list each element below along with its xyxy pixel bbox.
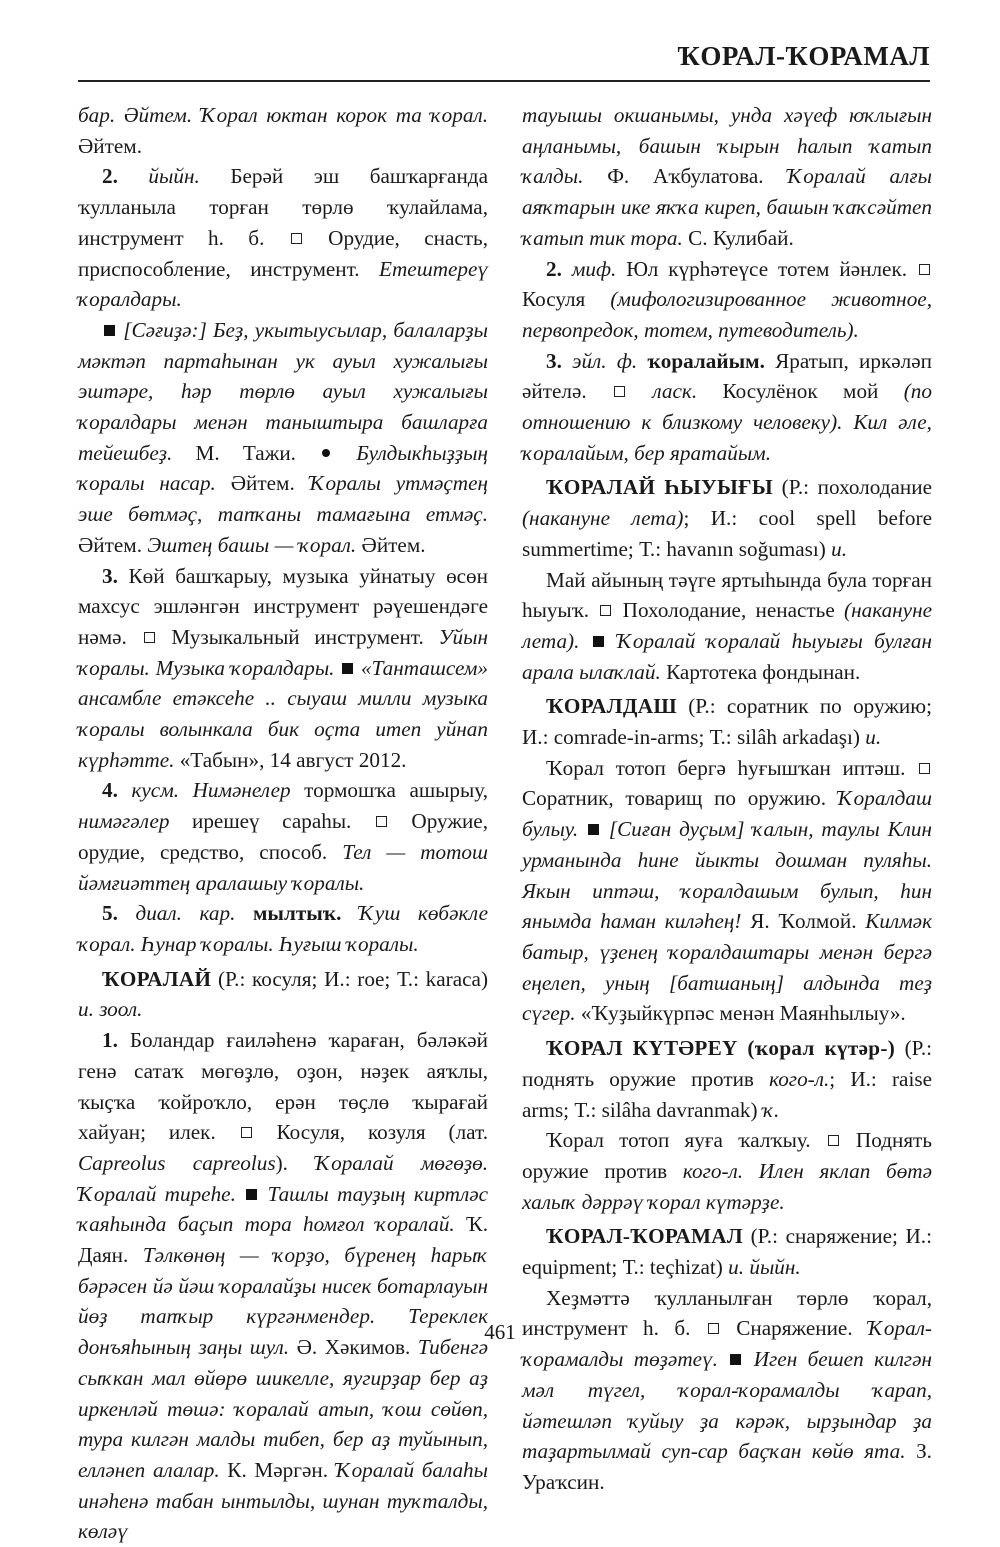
entry-headword-koralay: ҠОРАЛАЙ (Р.: косуля; И.: roe; Т.: karaca) и. зоол. (78, 966, 488, 1022)
koralay-sense-3: 3. эйл. ф. ҡоралайым. Яратып, иркәләп әйтелә. ласк. Косулёнок мой (по отношению к близкому человеку). Кил әле, ҡоралайым, бер яратайым. (522, 348, 932, 465)
sense-5: 5. диал. кар. мылтыҡ. Ҡуш көбәкле ҡорал. Һунар ҡоралы. Һуғыш ҡоралы. (78, 901, 488, 956)
translation-marker-icon (241, 1127, 252, 1138)
sense-4: 4. кусм. Нимәнелер тормошҡа ашырыу, нимәгәлер ирешеү сараһы. Оружие, орудие, средство, способ. Тел — тотош йәмғиәттең аралашыу ҡоралы. (78, 778, 489, 895)
right-column (522, 100, 932, 1498)
citation-marker-icon (342, 663, 353, 674)
translation-marker-icon (828, 1135, 839, 1146)
entry-headword-koralay-hyuygy: ҠОРАЛАЙ ҺЫУЫҒЫ (Р.: похолодание (накануне лета); И.: cool spell before summertime; Т.: havanın soğuması) и. (522, 475, 932, 561)
translation-marker-icon (376, 816, 387, 827)
entry-headword-koral-kutareu: ҠОРАЛ КҮТӘРЕҮ (ҡорал күтәр-) (Р.: поднять оружие против кого-л.; И.: raise arms; Т.: silâha davranmak) ҡ. (522, 1036, 933, 1122)
koralay-sense-2: 2. миф. Юл күрһәтеүсе тотем йәнлек. Косуля (мифологизированное животное, первопредок, тотем, путеводитель). (522, 256, 932, 342)
koralay-hyuygy-sense: Май айының тәүге яртыһында була торған һыуыҡ. Похолодание, ненастье (накануне лета). Ҡоралай ҡоралай һыуығы булған арала ылаҡлай. Картотека фондынан. (522, 567, 932, 684)
koral-kutareu-sense: Ҡорал тотоп яуға ҡалҡыу. Поднять оружие против кого-л. Илен яклап бөтә халыҡ дәррәү ҡорал күтәрҙе. (522, 1128, 932, 1214)
translation-marker-icon (614, 386, 625, 397)
koralay-sense-1: 1. Боландар ғаиләһенә ҡараған, бәләкәй генә сатаҡ мөгөҙлө, оҙон, нәҙек аяҡлы, ҡыҫҡа ҡойроҡло, ерән төҫлө ҡырағай хайуан; илек. Косуля, козуля (лат. Capreolus capreolus). Ҡоралай мөгөҙө. Ҡоралай тиреһе. Ташлы тауҙың киртләс ҡаяһында баҫып тора һомғол ҡоралай. Ҡ. Даян. Тәлкөнөң — ҡорҙо, бүренең һарыҡ бәрәсен йә йәш ҡоралайҙы нисек ботарлауын йөҙ тапҡыр күргәнмендер. Тереклек донъяһының заңы шул. Ә. Хәкимов. Тибенгә сыҡкан мал өйөрө шикелле, яугирҙар бер аҙ иркенләй төшә: ҡоралай атып, ҡош сөйөп, тура килгән малды тибеп, бер аҙ туйынып, елләнеп алалар. К. Мәргән. Ҡоралай балаһы инәһенә табан ынтылды, шунан туҡталды, көләү (78, 1028, 489, 1544)
sense-2: 2. йыйн. Берәй эш башҡарғанда ҡулланыла торған төрлө ҡулайлама, инструмент һ. б. Орудие, снасть, приспособление, инструмент. Етештереү ҡоралдары. (78, 164, 488, 312)
citation-marker-icon (730, 1354, 741, 1365)
citation-marker-icon (588, 824, 599, 835)
translation-marker-icon (919, 763, 930, 774)
running-header (78, 30, 930, 82)
page-number: 461 (484, 1320, 516, 1344)
citation-marker-icon (104, 325, 115, 336)
translation-marker-icon (919, 264, 930, 275)
translation-marker-icon (291, 233, 302, 244)
sense-3: 3. Көй башҡарыу, музыка уйнатыу өсөн махсус эшләнгән инструмент рәүешендәге нәмә. Музыкальный инструмент. Уйын ҡоралы. Музыка ҡоралдары. «Танташсем» ансамбле етәксеһе .. сыуаш милли музыка ҡоралы волынкала бик оҫта итеп уйнап күрһәтте. «Табын», 14 август 2012. (78, 563, 488, 772)
entry-continuation: бар. Әйтем. Ҡорал юктан корок та ҡорал. Әйтем. (78, 103, 488, 158)
koraldash-sense: Ҡорал тотоп бергә һуғышҡан иптәш. Соратник, товарищ по оружию. Ҡоралдаш булыу. [Сиған дуҫым] ҡалын, таулы Клин урманында һине йыкты дошман пуляһы. Якын иптәш, ҡоралдашым булып, һин янымда һаман киләһең! Я. Ҡолмой. Килмәк батыр, үҙенең ҡоралдаштары менән бергә еңелеп, уның [батшаның] алдында теҙ сүгер. «Ҡуҙыйкүрпәс менән Маянһылыу». (522, 755, 932, 1026)
koral-koramal-sense: Хеҙмәттә ҡулланылған төрлө ҡорал, инструмент һ. б. Снаряжение. Ҡорал-ҡорамалды төҙәтеү. Иген бешеп килгән мәл түгел, ҡорал-ҡорамалды ҡарап, йәтешләп ҡуйыу ҙа кәрәк, ырҙындар ҙа таҙартылмай суп-сар баҫҡан көйө ята. З. Ураҡсин. (522, 1285, 932, 1494)
entry-headword-koraldash: ҠОРАЛДАШ (Р.: соратник по оружию; И.: comrade-in-arms; Т.: silâh arkadaşı) и. (522, 694, 932, 750)
entry-headword-koral-koramal: ҠОРАЛ-ҠОРАМАЛ (Р.: снаряжение; И.: equipment; Т.: teçhizat) и. йыйн. (522, 1224, 932, 1280)
running-title: ҠОРАЛ-ҠОРАМАЛ (677, 41, 930, 71)
proverb-marker-icon (322, 449, 330, 457)
koralay-quotes-continued: тауышы окшанымы, унда хәүеф юҡлығын аңланымы, башын ҡырын һалып ҡатып ҡалды. Ф. Аҡбулатова. Ҡоралай алғы аяҡтарын ике яҡҡа киреп, башын ҡаҡсәйтеп ҡатып тик тора. С. Кулибай. (522, 103, 933, 250)
translation-marker-icon (144, 632, 155, 643)
citation-marker-icon (593, 636, 604, 647)
translation-marker-icon (600, 605, 611, 616)
citation-marker-icon (246, 1189, 257, 1200)
sense-2-quotes: [Сәғиҙә:] Беҙ, укытыусылар, балаларҙы мәктәп партаһынан ук ауыл хужалығы эштәре, һәр төрлө ауыл хужалығы ҡоралдары менән таныштыра башларға тейешбеҙ. М. Тажи. Булдыкһыҙҙың ҡоралы насар. Әйтем. Ҡоралы утмәҫтең эше бөтмәҫ, тапҡаны тамағына етмәҫ. Әйтем. Эштең башы — ҡорал. Әйтем. (78, 317, 489, 557)
